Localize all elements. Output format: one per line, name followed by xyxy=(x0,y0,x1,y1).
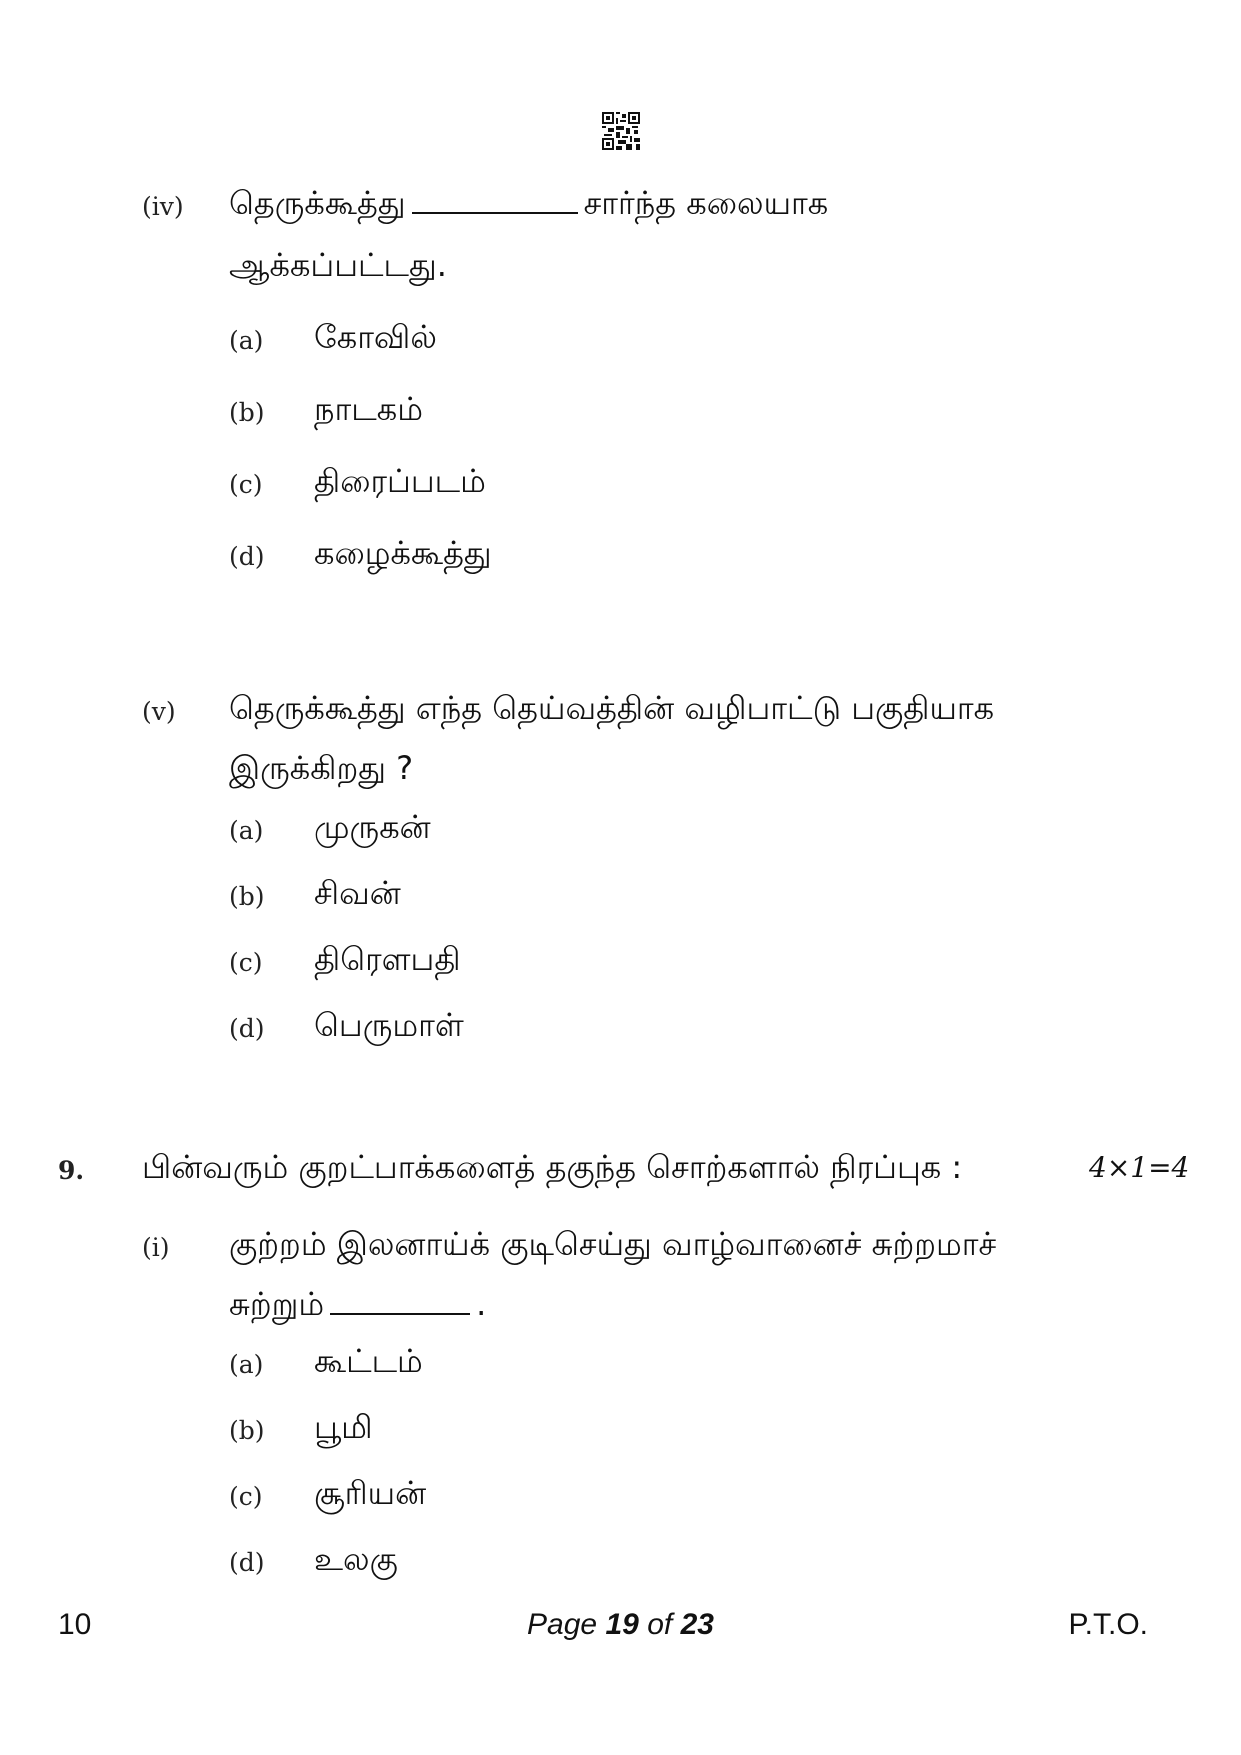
option-text: கோவில் xyxy=(314,318,437,356)
question-text-after-blank: . xyxy=(476,1285,487,1323)
option-label: (d) xyxy=(229,1548,265,1577)
qr-code-icon xyxy=(602,112,640,150)
option-label: (c) xyxy=(229,948,263,977)
question-text-line2: ஆக்கப்பட்டது. xyxy=(229,246,447,284)
option-label: (d) xyxy=(229,542,265,571)
question-number: (v) xyxy=(142,697,176,726)
question-text-after-blank: சார்ந்த கலையாக xyxy=(583,184,829,222)
option-text: நாடகம் xyxy=(314,390,423,428)
page-number: 19 xyxy=(605,1608,639,1641)
answer-blank xyxy=(330,1311,470,1315)
question-text-line1: குற்றம் இலனாய்க் குடிசெய்து வாழ்வானைச் சுற்றமாச் xyxy=(229,1225,997,1263)
option-text: பெருமாள் xyxy=(314,1006,464,1044)
question-text-line1: தெருக்கூத்து எந்த தெய்வத்தின் வழிபாட்டு பகுதியாக xyxy=(229,689,995,727)
question-number: 9. xyxy=(58,1156,85,1185)
page-prefix: Page xyxy=(527,1608,598,1641)
question-text-line1 xyxy=(229,184,828,226)
page-total: 23 xyxy=(680,1608,714,1641)
option-text: சூரியன் xyxy=(314,1474,427,1512)
question-number: (iv) xyxy=(142,192,184,221)
page-of: of xyxy=(647,1608,673,1641)
question-number: (i) xyxy=(142,1233,170,1262)
question-text-line2: இருக்கிறது ? xyxy=(229,749,414,787)
option-text: திரைப்படம் xyxy=(314,462,486,500)
option-text: திரௌபதி xyxy=(314,940,461,978)
pto-label: P.T.O. xyxy=(1068,1608,1148,1641)
option-label: (c) xyxy=(229,470,263,499)
marks-allocation: 4×1=4 xyxy=(1089,1151,1190,1184)
option-label: (b) xyxy=(229,1416,265,1445)
question-text-before-blank: தெருக்கூத்து xyxy=(229,184,406,222)
question-text-before-blank: சுற்றும் xyxy=(229,1285,325,1323)
option-text: சிவன் xyxy=(314,874,401,912)
question-instruction: பின்வரும் குறட்பாக்களைத் தகுந்த சொற்களால் நிரப்புக : xyxy=(142,1148,963,1186)
option-label: (b) xyxy=(229,882,265,911)
option-text: கழைக்கூத்து xyxy=(314,534,492,572)
footer-code: 10 xyxy=(58,1608,92,1641)
option-text: முருகன் xyxy=(314,808,431,846)
question-text-line2 xyxy=(229,1285,486,1327)
option-label: (d) xyxy=(229,1014,265,1043)
page-indicator xyxy=(0,1608,1241,1642)
option-label: (c) xyxy=(229,1482,263,1511)
option-label: (a) xyxy=(229,816,264,845)
answer-blank xyxy=(412,210,578,214)
option-text: பூமி xyxy=(314,1408,373,1446)
option-label: (a) xyxy=(229,1350,264,1379)
option-label: (a) xyxy=(229,326,264,355)
option-label: (b) xyxy=(229,398,265,427)
option-text: கூட்டம் xyxy=(314,1342,423,1380)
option-text: உலகு xyxy=(314,1540,398,1578)
